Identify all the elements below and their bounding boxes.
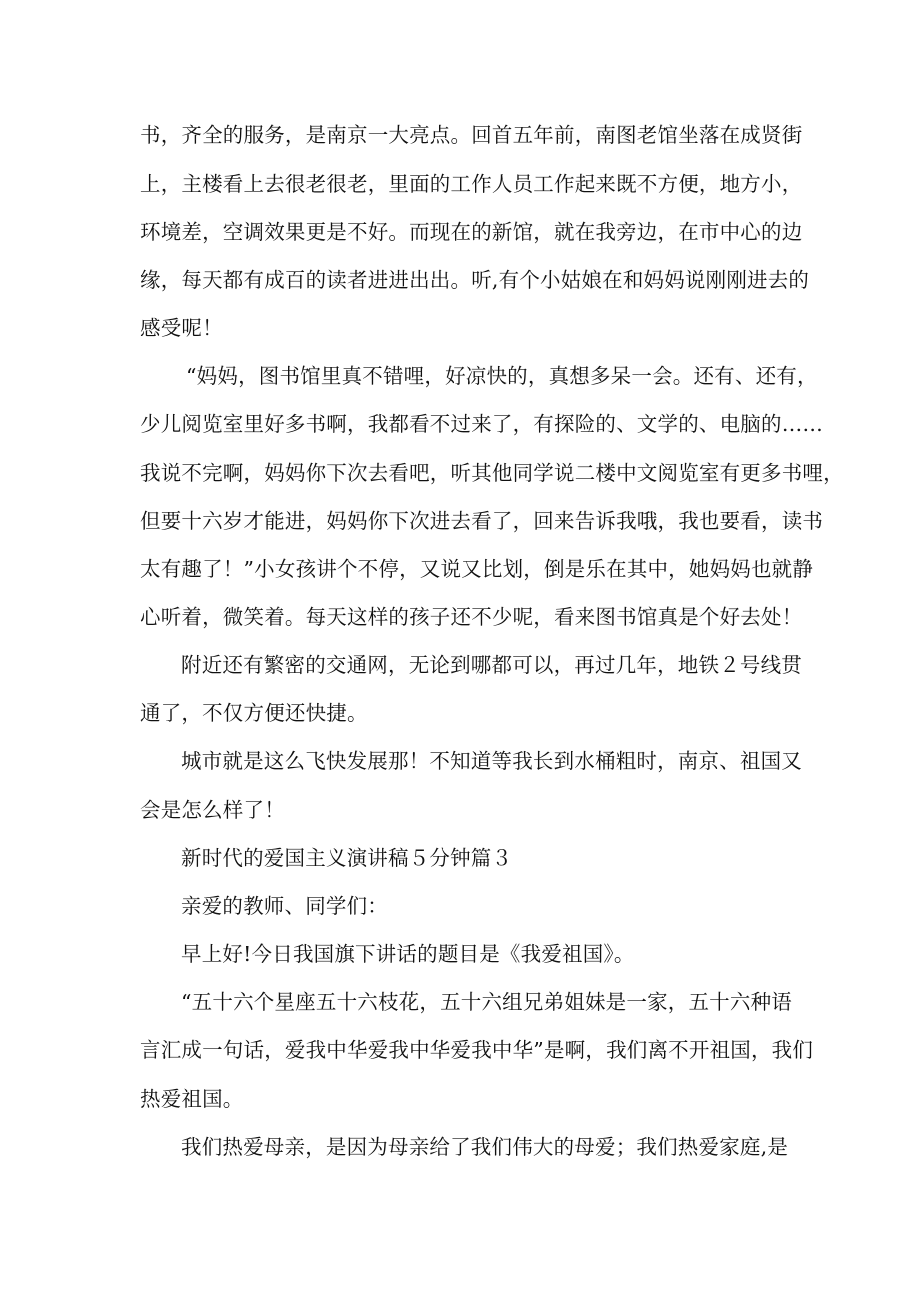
text-line: 但要十六岁才能进，妈妈你下次进去看了，回来告诉我哦，我也要看，读书 (140, 509, 824, 533)
text-line: 附近还有繁密的交通网，无论到哪都可以，再过几年，地铁２号线贯 (181, 653, 802, 677)
text-line: 感受呢！ (140, 316, 223, 340)
text-line: 我说不完啊，妈妈你下次去看吧，听其他同学说二楼中文阅览室有更多书哩， (140, 461, 844, 485)
text-line: 上，主楼看上去很老很老，里面的工作人员工作起来既不方便，地方小， (140, 172, 803, 196)
text-line: “妈妈，图书馆里真不错哩，好凉快的，真想多呆一会。还有、还有， (186, 364, 818, 388)
text-line: 通了，不仅方便还快捷。 (140, 701, 368, 725)
text-line: 缘，每天都有成百的读者进进出出。听,有个小姑娘在和妈妈说刚刚进去的 (140, 268, 810, 292)
text-line: 环境差，空调效果更是不好。而现在的新馆，就在我旁边，在市中心的边 (140, 220, 803, 244)
text-line: 我们热爱母亲，是因为母亲给了我们伟大的母爱；我们热爱家庭,是 (181, 1135, 789, 1159)
text-line: 言汇成一句话，爱我中华爱我中华爱我中华”是啊，我们离不开祖国，我们 (140, 1038, 814, 1062)
text-line: 太有趣了！”小女孩讲个不停，又说又比划，倒是乐在其中，她妈妈也就静 (140, 557, 814, 581)
text-line: 早上好!今日我国旗下讲话的题目是《我爱祖国》。 (181, 942, 635, 966)
section-heading: 新时代的爱国主义演讲稿５分钟篇３ (181, 846, 513, 870)
text-line: “五十六个星座五十六枝花，五十六组兄弟姐妹是一家，五十六种语 (181, 990, 792, 1014)
text-line: 心听着，微笑着。每天这样的孩子还不少呢，看来图书馆真是个好去处！ (140, 605, 803, 629)
text-line: 少儿阅览室里好多书啊，我都看不过来了，有探险的、文学的、电脑的…… (140, 412, 824, 436)
text-line: 书，齐全的服务，是南京一大亮点。回首五年前，南图老馆坐落在成贤街 (140, 123, 803, 147)
text-line: 城市就是这么飞快发展那！不知道等我长到水桶粗时，南京、祖国又 (181, 749, 802, 773)
text-line: 会是怎么样了！ (140, 798, 285, 822)
text-line: 热爱祖国。 (140, 1087, 244, 1111)
text-line: 亲爱的教师、同学们： (181, 894, 388, 918)
